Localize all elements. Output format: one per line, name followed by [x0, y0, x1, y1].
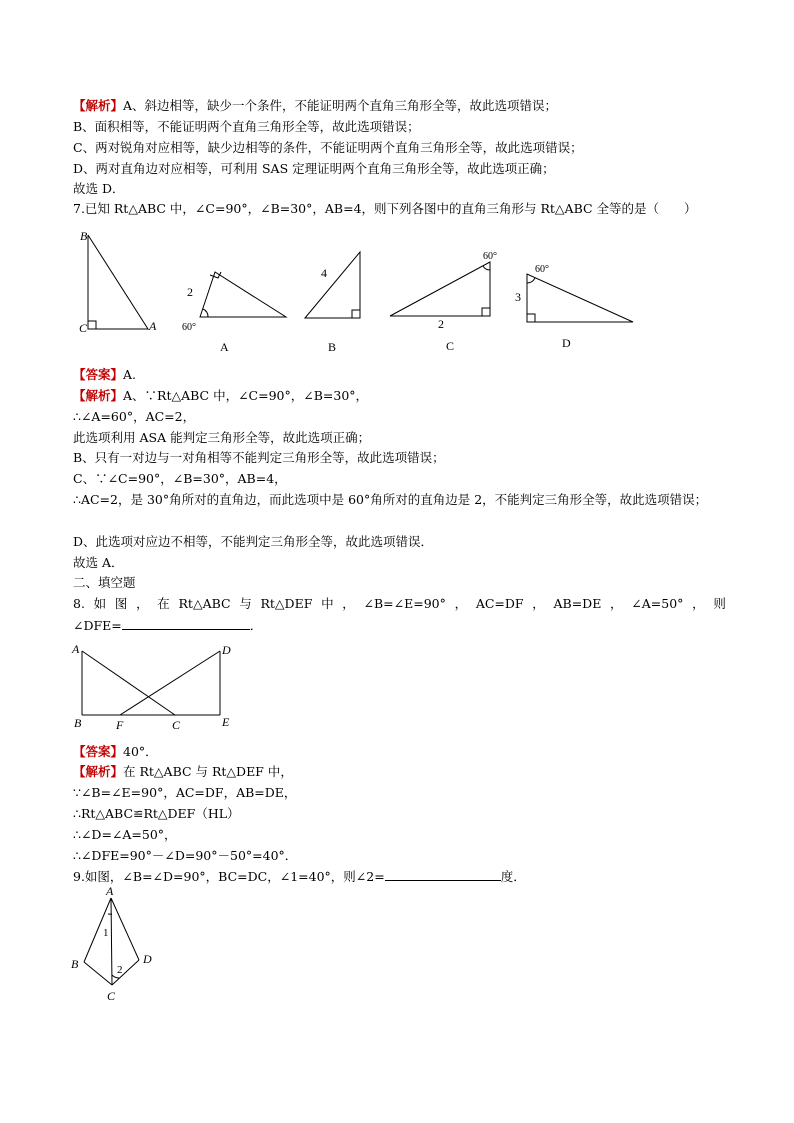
q9-figure — [66, 884, 166, 1008]
q6-analysis-line-3: C、两对锐角对应相等，缺少边相等的条件，不能证明两个直角三角形全等，故此选项错误； — [73, 140, 583, 155]
section-heading: 二、填空题 — [73, 575, 136, 590]
option-d-angle-label: 60° — [535, 264, 549, 275]
answer-blank — [122, 615, 250, 630]
q8-stem-part: ， — [342, 596, 355, 611]
q8-stem-part: 则 — [713, 596, 726, 611]
option-d-triangle — [527, 274, 633, 322]
q7-analysis-line-2: ∴∠A=60°，AC=2， — [73, 409, 196, 424]
q8-analysis-line-5: ∴∠DFE=90°－∠D=90°－50°=40°． — [73, 848, 298, 863]
option-a-angle-label: 60° — [182, 322, 196, 333]
q8-analysis-line-1 — [73, 762, 726, 782]
analysis-tag: 【解析】 — [73, 388, 124, 403]
option-c-right-angle-mark — [482, 308, 490, 316]
q8-answer — [73, 742, 726, 762]
point-label-c: C — [172, 718, 181, 732]
q7-stem: 7.已知 Rt△ABC 中，∠C=90°，∠B=30°，AB=4，则下列各图中的直角三角形与 Rt△ABC 全等的是（ ） — [73, 201, 697, 216]
option-c-caption: C — [446, 339, 455, 353]
answer-tag: 【答案】 — [73, 367, 124, 382]
option-d-angle-arc — [527, 278, 535, 283]
q6-analysis-line-4: D、两对直角边对应相等，可利用 SAS 定理证明两个直角三角形全等，故此选项正确； — [73, 161, 555, 176]
q7-analysis-line-8: 故选 A． — [73, 555, 124, 570]
q6-analysis-line-2: B、面积相等，不能证明两个直角三角形全等，故此选项错误； — [73, 119, 420, 134]
q6-analysis-line-5: 故选 D． — [73, 181, 125, 196]
segment-ac — [111, 898, 112, 985]
q8-stem-end: ． — [249, 618, 263, 633]
q8-stem-line-2 — [73, 615, 726, 636]
point-label-a: A — [72, 642, 80, 656]
q8-stem-part: Rt△DEF — [260, 596, 313, 611]
ref-label-a: A — [149, 319, 157, 333]
analysis-text: A、斜边相等，缺少一个条件，不能证明两个直角三角形全等，故此选项错误； — [123, 98, 558, 113]
option-b-side-label: 4 — [321, 266, 327, 280]
answer-text: 40°． — [123, 744, 158, 759]
q7-analysis-line-1 — [73, 386, 726, 406]
q8-analysis-line-4: ∴∠D=∠A=50°， — [73, 827, 177, 842]
ref-triangle — [88, 235, 148, 329]
option-d-right-angle-mark — [527, 314, 535, 322]
q8-stem-part: 图 — [114, 596, 128, 611]
q8-stem-part: ， — [532, 596, 545, 611]
q6-analysis-line-1 — [73, 96, 726, 116]
segment-ac — [82, 651, 175, 715]
answer-tag: 【答案】 — [73, 744, 124, 759]
point-label-c: C — [107, 989, 116, 1003]
q8-stem-part: ， — [692, 596, 705, 611]
q9-stem-text: 9.如图，∠B=∠D=90°，BC=DC，∠1=40°，则∠2= — [73, 869, 385, 884]
q8-stem-part: ∠A=50° — [631, 596, 684, 611]
option-c-side-label: 2 — [438, 317, 444, 331]
analysis-tag: 【解析】 — [73, 764, 124, 779]
option-b-caption: B — [328, 340, 337, 354]
q7-analysis-line-7: D、此选项对应边不相等，不能判定三角形全等，故此选项错误． — [73, 534, 434, 549]
option-c-triangle — [390, 262, 490, 316]
angle-label-2: 2 — [117, 964, 123, 976]
q7-analysis-line-5: C、∵∠C=90°，∠B=30°，AB=4， — [73, 471, 287, 486]
q7-answer — [73, 365, 726, 385]
option-a-side-label: 2 — [187, 285, 193, 299]
q8-stem-part: 与 — [239, 596, 252, 611]
q8-stem-part: AC=DF — [475, 596, 524, 611]
q8-stem-part: 在 — [157, 596, 170, 611]
point-label-a: A — [106, 884, 114, 898]
ref-label-b: B — [80, 229, 88, 243]
q8-stem-part: AB=DE — [553, 596, 602, 611]
segment-ad — [111, 898, 139, 960]
q8-stem-part: 如 — [93, 596, 107, 611]
option-c-angle-arc — [483, 266, 490, 270]
q8-stem-text: ∠DFE= — [73, 618, 122, 633]
q7-analysis-line-6: ∴AC=2，是 30°角所对的直角边，而此选项中是 60°角所对的直角边是 2，不能判定三角形全等，故此选项错误； — [73, 492, 708, 507]
q8-analysis-line-2: ∵∠B=∠E=90°，AC=DF，AB=DE， — [73, 785, 297, 800]
q7-analysis-line-4: B、只有一对边与一对角相等不能判定三角形全等，故此选项错误； — [73, 450, 445, 465]
point-label-b: B — [71, 957, 79, 971]
option-b-right-angle-mark — [352, 310, 360, 318]
q8-stem-part: Rt△ABC — [178, 596, 231, 611]
option-d-side-label: 3 — [515, 290, 521, 304]
segment-df — [120, 651, 220, 715]
analysis-text: 在 Rt△ABC 与 Rt△DEF 中， — [123, 764, 293, 779]
q8-stem-part: ， — [136, 596, 149, 611]
q8-analysis-line-3: ∴Rt△ABC≌Rt△DEF（HL） — [73, 806, 240, 821]
q7-analysis-line-3: 此选项利用 ASA 能判定三角形全等，故此选项正确； — [73, 430, 371, 445]
analysis-text: A、∵Rt△ABC 中，∠C=90°，∠B=30°， — [123, 388, 369, 403]
q8-figure — [68, 640, 248, 736]
q8-stem-part: ∠B=∠E=90° — [363, 596, 446, 611]
point-label-f: F — [116, 718, 124, 732]
q8-stem-line-1 — [73, 594, 726, 614]
option-d-caption: D — [562, 336, 571, 350]
q7-figure — [70, 222, 670, 362]
point-label-e: E — [222, 715, 230, 729]
q8-stem-part: 8. — [73, 596, 85, 611]
q8-stem-part: ， — [454, 596, 468, 611]
answer-text: A. — [123, 367, 137, 382]
q8-stem-part: 中 — [321, 596, 334, 611]
q8-stem-part: ， — [610, 596, 623, 611]
analysis-tag: 【解析】 — [73, 98, 124, 113]
option-a-caption: A — [220, 340, 229, 354]
ref-label-c: C — [79, 321, 88, 335]
point-label-b: B — [74, 716, 82, 730]
answer-blank — [385, 866, 501, 881]
option-a-angle-arc — [203, 309, 208, 317]
option-b-triangle — [305, 252, 360, 318]
segment-bc — [84, 962, 112, 985]
option-c-angle-label: 60° — [483, 251, 497, 262]
q9-stem — [73, 866, 726, 887]
point-label-d: D — [143, 952, 152, 966]
option-a-triangle — [200, 272, 286, 317]
angle-label-1: 1 — [103, 927, 109, 939]
ref-right-angle-mark — [88, 321, 96, 329]
q9-stem-end: 度． — [500, 869, 526, 884]
point-label-d: D — [222, 643, 231, 657]
